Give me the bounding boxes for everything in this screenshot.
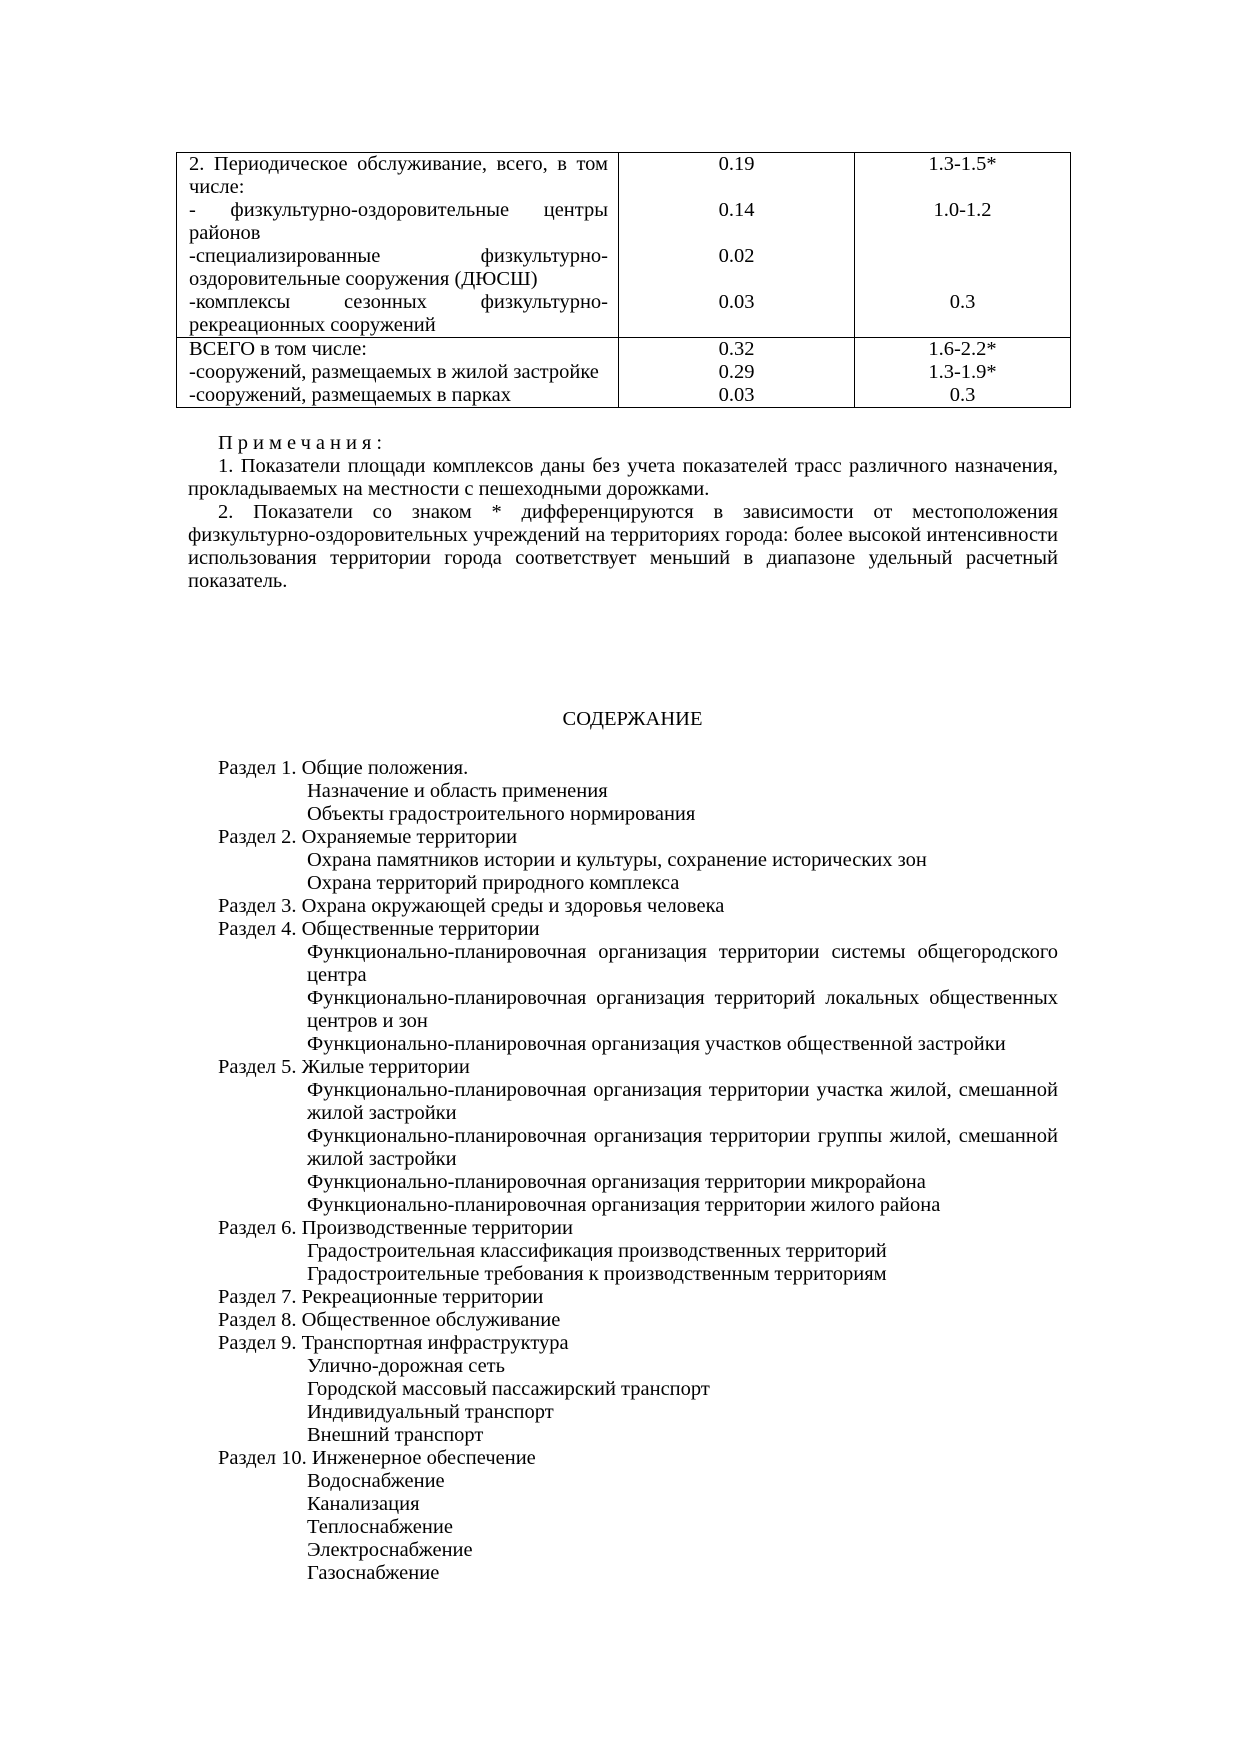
contents-section-title: Раздел 7. Рекреационные территории	[218, 1286, 544, 1308]
contents-section-title: Раздел 8. Общественное обслуживание	[218, 1309, 561, 1331]
row-label-line: районов	[189, 222, 261, 244]
contents-subsection: Функционально-планировочная организация территории жилого района	[307, 1194, 941, 1216]
norms-table	[176, 152, 1071, 408]
table-cell-label	[177, 338, 619, 408]
row-label-line: ВСЕГО в том числе:	[189, 338, 367, 360]
contents-subsection: Водоснабжение	[307, 1470, 445, 1492]
contents-subsection: Градостроительная классификация производственных территорий	[307, 1240, 887, 1262]
contents-section-title: Раздел 10. Инженерное обеспечение	[218, 1447, 536, 1469]
row-label-line: -сооружений, размещаемых в парках	[189, 384, 511, 406]
row-value: 0.03	[718, 384, 755, 406]
contents-subsection: Функционально-планировочная организация участков общественной застройки	[307, 1033, 1006, 1055]
contents-section-title: Раздел 1. Общие положения.	[218, 757, 469, 779]
contents-subsection: Функционально-планировочная организация территории участка жилой, смешанной жилой застройки	[307, 1079, 1058, 1124]
row-value: 1.6-2.2*	[928, 338, 997, 360]
contents-subsection: Индивидуальный транспорт	[307, 1401, 554, 1423]
row-label-line: -комплексы сезонных физкультурно-	[189, 291, 608, 313]
table-cell-value	[855, 153, 1071, 338]
contents-subsection: Газоснабжение	[307, 1562, 440, 1584]
table-group-periodic	[177, 153, 1071, 338]
contents-subsection: Охрана территорий природного комплекса	[307, 872, 680, 894]
contents-subsection: Охрана памятников истории и культуры, сохранение исторических зон	[307, 849, 927, 871]
contents-section-title: Раздел 4. Общественные территории	[218, 918, 540, 940]
row-value: 0.19	[718, 153, 755, 175]
contents-subsection: Назначение и область применения	[307, 780, 608, 802]
contents-subsection: Градостроительные требования к производственным территориям	[307, 1263, 887, 1285]
row-label-line: рекреационных сооружений	[189, 314, 436, 336]
row-value: 0.32	[718, 338, 755, 360]
contents-subsection: Электроснабжение	[307, 1539, 473, 1561]
contents-title: СОДЕРЖАНИЕ	[562, 708, 703, 730]
contents-subsection: Функционально-планировочная организация территорий локальных общественных центров и зон	[307, 987, 1058, 1032]
contents-subsection: Функционально-планировочная организация территории группы жилой, смешанной жилой застройки	[307, 1125, 1058, 1170]
contents-section-title: Раздел 9. Транспортная инфраструктура	[218, 1332, 569, 1354]
row-value: 0.02	[718, 245, 755, 267]
contents-subsection: Функционально-планировочная организация территории системы общегородского центра	[307, 941, 1058, 986]
contents-section-title: Раздел 2. Охраняемые территории	[218, 826, 518, 848]
row-value: 0.3	[949, 384, 976, 406]
contents-subsection: Внешний транспорт	[307, 1424, 484, 1446]
notes-block	[188, 432, 1058, 593]
table-cell-value	[855, 338, 1071, 408]
table-cell-value	[619, 338, 855, 408]
row-value: 0.03	[718, 291, 755, 313]
note-item: 2. Показатели со знаком * дифференцируются в зависимости от местоположения физкультурно-оздоровительных учреждений на территориях города: более высокой интенсивности использования территории города соответствует меньший в диапазоне удельный расчетный показатель.	[188, 501, 1058, 592]
notes-heading: Примечания:	[218, 432, 388, 454]
contents-subsection: Канализация	[307, 1493, 420, 1515]
contents-section-title: Раздел 6. Производственные территории	[218, 1217, 573, 1239]
row-label-line: 2. Периодическое обслуживание, всего, в том	[189, 153, 608, 175]
row-label-line: числе:	[189, 176, 245, 198]
row-label-line: оздоровительные сооружения (ДЮСШ)	[189, 268, 538, 290]
row-label-line: - физкультурно-оздоровительные центры	[189, 199, 608, 221]
contents-section-title: Раздел 5. Жилые территории	[218, 1056, 470, 1078]
table-cell-value	[619, 153, 855, 338]
row-value: 1.3-1.9*	[928, 361, 997, 383]
note-item: 1. Показатели площади комплексов даны без учета показателей трасс различного назначения, прокладываемых на местности с пешеходными дорожками.	[188, 455, 1058, 500]
row-value: 0.14	[718, 199, 755, 221]
table-cell-label	[177, 153, 619, 338]
row-value: 0.3	[949, 291, 976, 313]
row-value: 0.29	[718, 361, 755, 383]
contents-subsection: Функционально-планировочная организация территории микрорайона	[307, 1171, 926, 1193]
row-value: 1.0-1.2	[933, 199, 992, 221]
row-value	[855, 245, 1070, 291]
table-group-total	[177, 338, 1071, 408]
contents-subsection: Теплоснабжение	[307, 1516, 453, 1538]
contents-subsection: Улично-дорожная сеть	[307, 1355, 505, 1377]
contents-section-title: Раздел 3. Охрана окружающей среды и здоровья человека	[218, 895, 725, 917]
row-value: 1.3-1.5*	[928, 153, 997, 175]
row-label-line: -сооружений, размещаемых в жилой застройке	[189, 361, 599, 383]
row-label-line: -специализированные физкультурно-	[189, 245, 608, 267]
contents-subsection: Объекты градостроительного нормирования	[307, 803, 696, 825]
contents-list	[218, 757, 1058, 1585]
contents-subsection: Городской массовый пассажирский транспорт	[307, 1378, 710, 1400]
